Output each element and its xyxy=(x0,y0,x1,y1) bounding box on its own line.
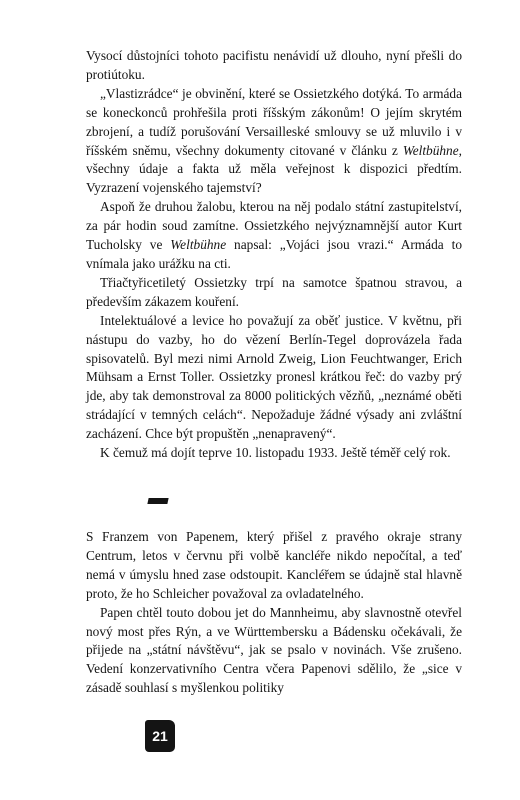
page-number: 21 xyxy=(145,720,175,752)
paragraph xyxy=(86,198,462,274)
text-run: „Vlastizrádce“ je obvinění, které se Ossietzkého dotýká. To armáda se koneckonců prohřešila proti říšským zákonům! O jejím skrytém zbrojení, a tudíž porušování Versailleské smlouvy se už mluvilo i v říšském sněmu, všechny dokumenty citované v článku z xyxy=(86,85,462,158)
paragraph xyxy=(86,85,462,198)
paragraph: Vysocí důstojníci tohoto pacifistu nenávidí už dlouho, nyní přešli do protiútoku. xyxy=(86,48,462,82)
italic-title: Weltbühne xyxy=(402,142,459,158)
paragraph: K čemuž má dojít teprve 10. listopadu 1933. Ještě téměř celý rok. xyxy=(100,445,451,461)
text-run: , všechny údaje a fakta už měla veřejnost k dispozici předtím. Vyzrazení vojenského tajemství? xyxy=(86,142,462,196)
text-block-top xyxy=(86,47,462,463)
section-separator xyxy=(147,498,168,504)
paragraph: Třiačtyřicetiletý Ossietzky trpí na samotce špatnou stravou, a především zákazem kouření. xyxy=(86,274,462,309)
text-run: Aspoň že druhou žalobu, kterou na něj podalo státní zastupitelství, za pár hodin soud zamítne. Ossietzkého nejvýznamnější autor Kurt Tucholsky ve xyxy=(86,199,462,253)
italic-title: Weltbühne xyxy=(170,237,227,253)
paragraph: Papen chtěl touto dobou jet do Mannheimu, aby slavnostně otevřel nový most přes Rýn, a ve Württembersku a Bádensku očekávali, že přijede na „státní návštěvu“, jak se psalo v novinách. Vše zrušeno. Vedení konzervativního Centra včera Papenovi sdělilo, že „sice v zásadě souhlasí s myšlenkou politiky xyxy=(86,604,462,696)
text-block-bottom xyxy=(86,528,462,698)
paragraph: S Franzem von Papenem, který přišel z pravého okraje strany Centrum, letos v červnu při volbě kancléře nikdo nepočítal, a teď nemá v úmyslu hned zase odstoupit. Kancléřem se údajně stal hlavně proto, že ho Schleicher považoval za ovladatelného. xyxy=(86,529,462,601)
paragraph: Intelektuálové a levice ho považují za oběť justice. V květnu, při nástupu do vazby, ho do vězení Berlín-Tegel doprovázela řada spisovatelů. Byl mezi nimi Arnold Zweig, Lion Feuchtwanger, Erich Mühsam a Ernst Toller. Ossietzky pronesl krátkou řeč: do vazby prý jde, aby tak demonstroval za 8000 politických vězňů, „neznámé oběti strádající v temných celách“. Nepožaduje žádné výsady ani zvláštní zacházení. Chce být propuštěn „nenapravený“. xyxy=(86,312,462,442)
text-run: napsal: „Vojáci jsou vrazi.“ Armáda to vnímala jako urážku na cti. xyxy=(86,237,462,271)
